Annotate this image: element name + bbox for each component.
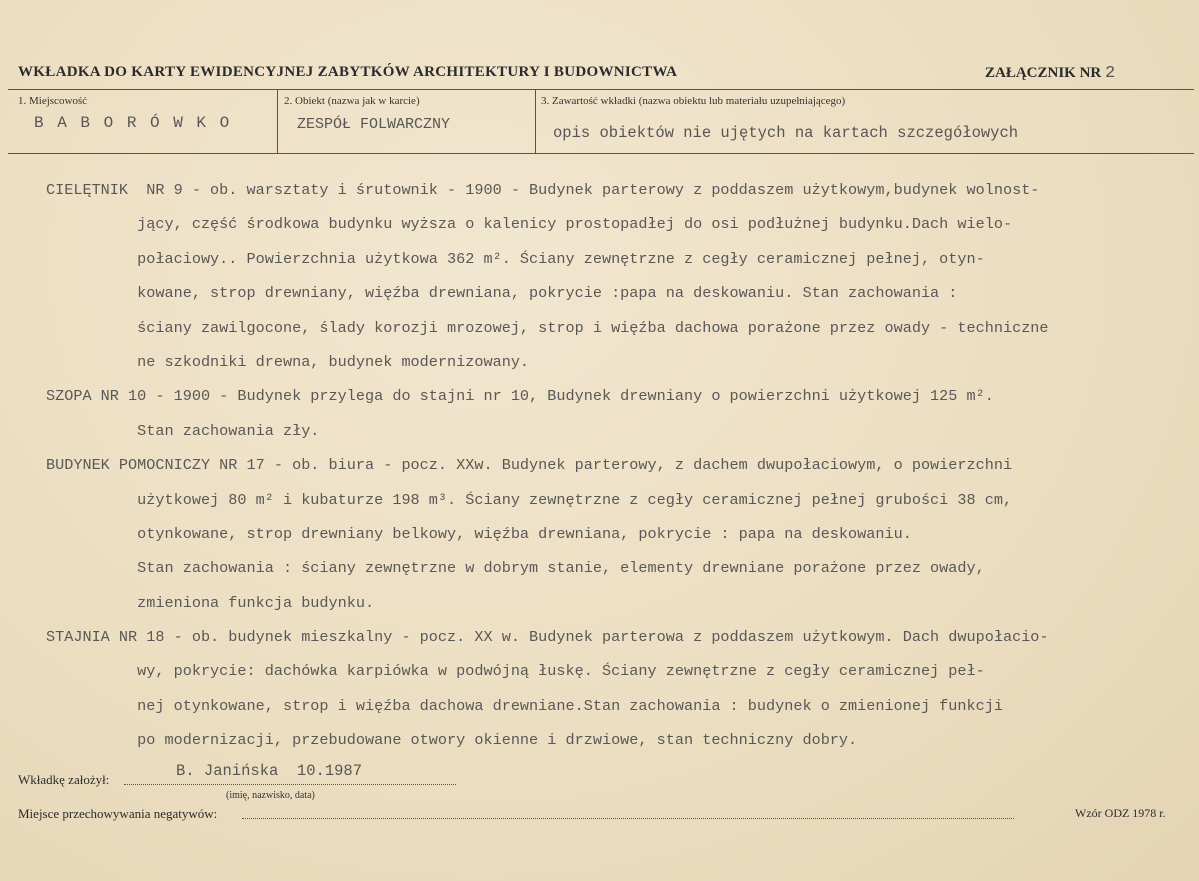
- body-line: otynkowane, strop drewniany belkowy, więźba drewniana, pokrycie : papa na deskowaniu.: [46, 524, 912, 543]
- description-body: [46, 181, 1196, 766]
- header-divider-bottom: [8, 153, 1194, 154]
- body-line: CIELĘTNIK NR 9 - ob. warsztaty i śrutownik - 1900 - Budynek parterowy z poddaszem użytkowym,budynek wolnost-: [46, 181, 1040, 199]
- body-line: kowane, strop drewniany, więźba drewniana, pokrycie :papa na deskowaniu. Stan zachowania :: [46, 284, 958, 303]
- body-line: nej otynkowane, strop i więźba dachowa drewniane.Stan zachowania : budynek o zmienionej funkcji: [46, 696, 1003, 715]
- body-line: po modernizacji, przebudowane otwory okienne i drzwiowe, stan techniczny dobry.: [46, 731, 858, 750]
- author-caption: (imię, nazwisko, data): [226, 790, 315, 801]
- content-value: opis obiektów nie ujętych na kartach szczegółowych: [553, 124, 1019, 142]
- object-value: ZESPÓŁ FOLWARCZNY: [297, 116, 451, 133]
- content-label: 3. Zawartość wkładki (nazwa obiektu lub materiału uzupełniającego): [541, 95, 846, 107]
- negatives-label: Miejsce przechowywania negatywów:: [18, 806, 218, 821]
- card-title: WKŁADKA DO KARTY EWIDENCYJNEJ ZABYTKÓW ARCHITEKTURY I BUDOWNICTWA: [18, 64, 678, 80]
- locality-label: 1. Miejscowość: [18, 95, 88, 107]
- body-line: wy, pokrycie: dachówka karpiówka w podwójną łuskę. Ściany zewnętrzne z cegły ceramicznej peł-: [46, 662, 985, 681]
- body-line: ściany zawilgocone, ślady korozji mrozowej, strop i więźba dachowa porażone przez owady - techniczne: [46, 318, 1049, 337]
- form-code: Wzór ODZ 1978 r.: [1075, 806, 1166, 820]
- column-divider-2: [535, 89, 536, 153]
- locality-value: B A B O R Ó W K O: [34, 114, 232, 132]
- body-line: Stan zachowania zły.: [46, 421, 320, 440]
- annex-label: ZAŁĄCZNIK NR 2: [985, 64, 1116, 83]
- author-dotted-line: [124, 784, 456, 785]
- body-line: BUDYNEK POMOCNICZY NR 17 - ob. biura - pocz. XXw. Budynek parterowy, z dachem dwupołaciowym, o powierzchni: [46, 456, 1013, 475]
- body-line: SZOPA NR 10 - 1900 - Budynek przylega do stajni nr 10, Budynek drewniany o powierzchni użytkowej 125 m².: [46, 387, 994, 406]
- body-line: jący, część środkowa budynku wyższa o kalenicy prostopadłej do osi podłużnej budynku.Dach wielo-: [46, 215, 1013, 234]
- header-divider-top: [8, 89, 1194, 90]
- column-divider-1: [277, 89, 278, 153]
- body-line: Stan zachowania : ściany zewnętrzne w dobrym stanie, elementy drewniane porażone przez owady,: [46, 559, 985, 578]
- body-line: STAJNIA NR 18 - ob. budynek mieszkalny - pocz. XX w. Budynek parterowa z poddaszem użytkowym. Dach dwupołacio-: [46, 628, 1049, 647]
- body-line: ne szkodniki drewna, budynek modernizowany.: [46, 352, 530, 371]
- annex-number: 2: [1105, 64, 1116, 83]
- author-value: B. Janińska 10.1987: [176, 762, 363, 780]
- body-line: użytkowej 80 m² i kubaturze 198 m³. Ściany zewnętrzne z cegły ceramicznej pełnej grubości 38 cm,: [46, 490, 1013, 509]
- object-label: 2. Obiekt (nazwa jak w karcie): [284, 95, 420, 107]
- negatives-dotted-line: [242, 818, 1014, 819]
- body-line: zmieniona funkcja budynku.: [46, 593, 375, 612]
- body-line: połaciowy.. Powierzchnia użytkowa 362 m². Ściany zewnętrzne z cegły ceramicznej pełnej, otyn-: [46, 249, 985, 268]
- author-label: Wkładkę założył:: [18, 772, 110, 787]
